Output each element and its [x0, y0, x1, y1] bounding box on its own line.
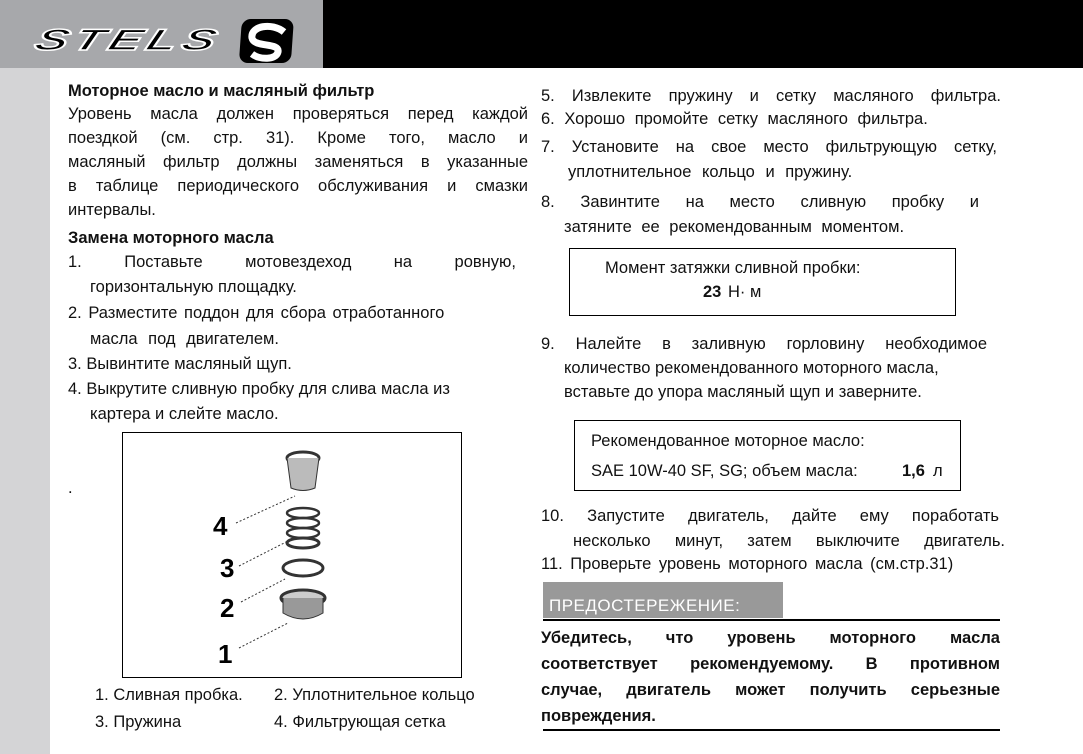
oil-label: Рекомендованное моторное масло:	[591, 432, 865, 450]
step-line: 3. Вывинтите масляный щуп.	[68, 355, 292, 373]
torque-box	[569, 248, 956, 316]
step-line: 6. Хорошо промойте сетку масляного фильтра.	[541, 110, 928, 128]
header-black-band	[323, 0, 1083, 68]
caption: 3. Пружина	[95, 713, 182, 731]
caption: 2. Уплотнительное кольцо	[274, 686, 475, 704]
step-line: 11. Проверьте уровень моторного масла (см.стр.31)	[541, 555, 954, 573]
stray-dot: .	[68, 479, 73, 497]
torque-unit: Н· м	[728, 283, 762, 301]
intro-line: в таблице периодического обслуживания и смазки	[68, 177, 528, 195]
warning-bottom-rule	[543, 729, 1000, 731]
figure-label: 2	[220, 593, 235, 623]
step-line: 9. Налейте в заливную горловину необходимое	[541, 335, 987, 353]
intro-line: поездкой (см. стр. 31). Кроме того, масло и	[68, 129, 528, 147]
figure-label: 3	[220, 553, 235, 583]
warning-top-rule	[543, 619, 1000, 621]
step-line: 10. Запустите двигатель, дайте ему поработать	[541, 507, 999, 525]
oil-filter-parts-illustration	[123, 433, 460, 676]
oil-spec: SAE 10W-40 SF, SG; объем масла:	[591, 462, 858, 480]
oil-volume: 1,6	[902, 462, 925, 480]
step-line: картера и слейте масло.	[90, 405, 279, 423]
step-line: уплотнительное кольцо и пружину.	[568, 163, 853, 181]
step-line: несколько минут, затем выключите двигатель.	[573, 532, 1005, 550]
intro-line: масляный фильтр должны заменяться в указанные	[68, 153, 528, 171]
side-strip	[0, 68, 50, 754]
warning-line: случае, двигатель может получить серьезные	[541, 681, 1000, 699]
step-line: 7. Установите на свое место фильтрующую сетку,	[541, 138, 997, 156]
step-line: вставьте до упора масляный щуп и заверните.	[564, 383, 922, 401]
svg-text:STELS: STELS	[29, 22, 154, 57]
subheading: Замена моторного масла	[68, 229, 274, 247]
torque-label: Момент затяжки сливной пробки:	[605, 259, 861, 277]
step-line: затяните ее рекомендованным моментом.	[564, 218, 905, 236]
figure-label: 1	[218, 639, 233, 669]
caption: 1. Сливная пробка.	[95, 686, 243, 704]
step-line: 1. Поставьте мотовездеход на ровную,	[68, 253, 516, 271]
step-line: количество рекомендованного моторного масла,	[564, 359, 939, 377]
stels-logo	[28, 18, 308, 64]
warning-line: повреждения.	[541, 707, 656, 725]
warning-label: ПРЕДОСТЕРЕЖЕНИЕ:	[543, 582, 783, 618]
step-line: 8. Завинтите на место сливную пробку и	[541, 193, 979, 211]
figure-label: 4	[213, 511, 228, 541]
step-line: 4. Выкрутите сливную пробку для слива масла из	[68, 380, 450, 398]
oil-spec-box	[574, 420, 961, 491]
warning-line: соответствует рекомендуемому. В противном	[541, 655, 1000, 673]
step-line: горизонтальную площадку.	[90, 278, 297, 296]
oil-filter-figure	[122, 432, 462, 678]
section-title: Моторное масло и масляный фильтр	[68, 82, 375, 100]
oil-unit: л	[933, 462, 943, 480]
step-line: масла под двигателем.	[90, 330, 279, 348]
intro-line: Уровень масла должен проверяться перед каждой	[68, 105, 528, 123]
step-line: 2. Разместите поддон для сбора отработанного	[68, 304, 445, 322]
torque-value: 23	[703, 283, 722, 301]
warning-line: Убедитесь, что уровень моторного масла	[541, 629, 1000, 647]
caption: 4. Фильтрующая сетка	[274, 713, 446, 731]
step-line: 5. Извлеките пружину и сетку масляного фильтра.	[541, 87, 1001, 105]
intro-line: интервалы.	[68, 201, 156, 219]
